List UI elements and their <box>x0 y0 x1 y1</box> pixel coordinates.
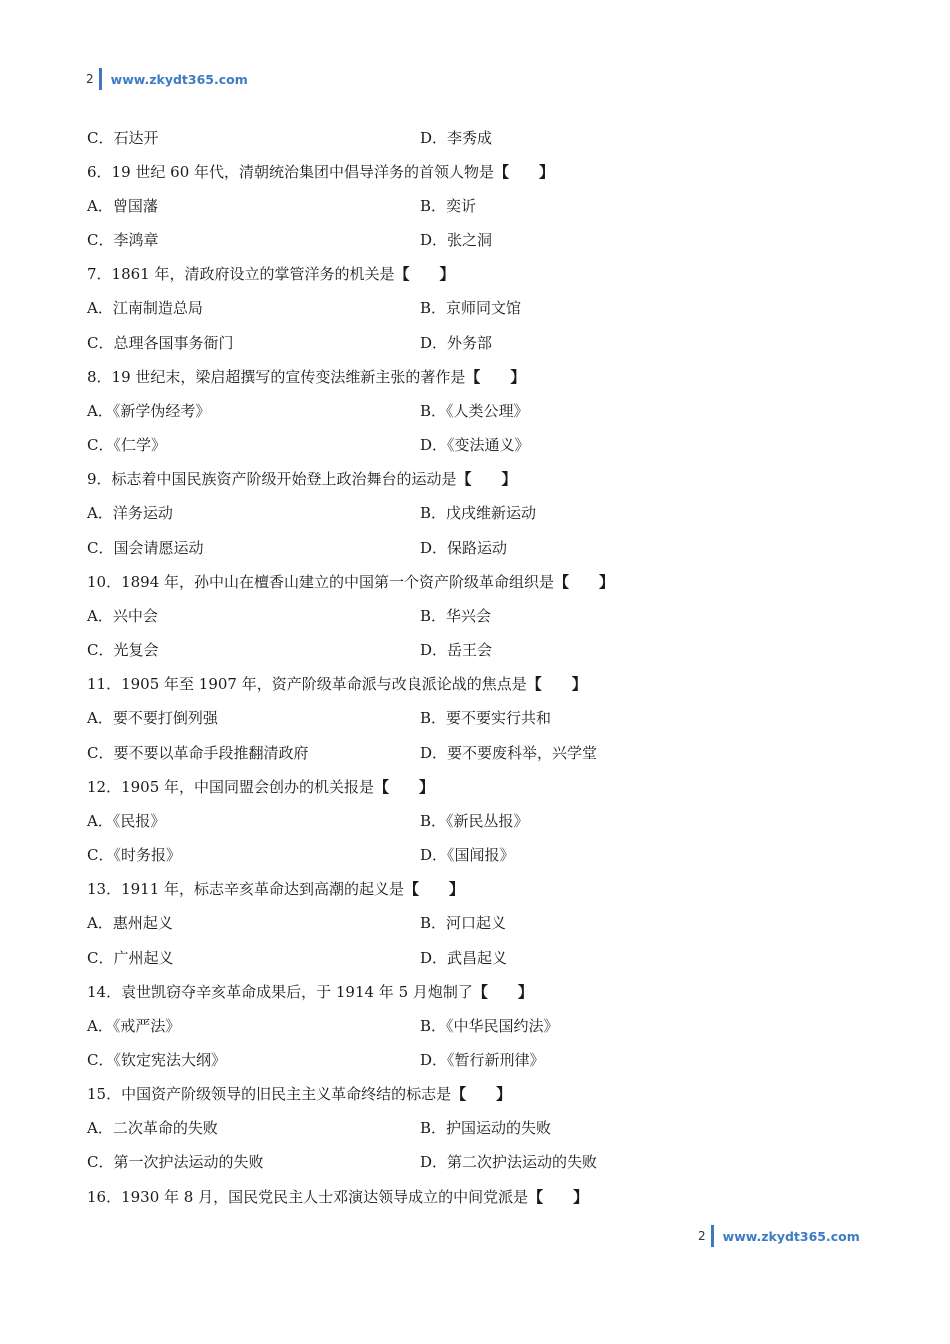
option-c-q13: C．广州起义 <box>87 949 174 967</box>
option-b-q6: B．奕䜣 <box>420 197 477 215</box>
answer-bracket: 【 】 <box>494 163 555 181</box>
question-16 <box>87 1185 588 1209</box>
option-d-q9: D．保路运动 <box>420 539 508 557</box>
option-a-q9: A．洋务运动 <box>87 504 173 522</box>
answer-bracket: 【 】 <box>554 573 615 591</box>
option-b-q8: B．《人类公理》 <box>420 402 529 420</box>
question-15-stem: 15．中国资产阶级领导的旧民主主义革命终结的标志是 <box>87 1085 452 1103</box>
option-c-q5: C．石达开 <box>87 129 159 147</box>
option-d-q15: D．第二次护法运动的失败 <box>420 1153 598 1171</box>
header-divider <box>99 68 102 90</box>
question-6-stem: 6．19 世纪 60 年代，清朝统治集团中倡导洋务的首领人物是 <box>87 163 495 181</box>
question-9-stem: 9．标志着中国民族资产阶级开始登上政治舞台的运动是 <box>87 470 457 488</box>
page-header <box>86 66 248 92</box>
option-d-q14: D．《暂行新刑律》 <box>420 1051 545 1069</box>
page-footer <box>698 1223 860 1249</box>
question-7-stem: 7．1861 年，清政府设立的掌管洋务的机关是 <box>87 265 395 283</box>
question-15 <box>87 1082 511 1106</box>
option-d-q7: D．外务部 <box>420 334 493 352</box>
question-13-stem: 13．1911 年，标志辛亥革命达到高潮的起义是 <box>87 880 405 898</box>
answer-bracket: 【 】 <box>374 778 435 796</box>
question-9 <box>87 467 517 491</box>
option-d-q13: D．武昌起义 <box>420 949 508 967</box>
option-a-q10: A．兴中会 <box>87 607 158 625</box>
footer-divider <box>711 1225 714 1247</box>
option-c-q7: C．总理各国事务衙门 <box>87 334 234 352</box>
question-16-stem: 16．1930 年 8 月，国民党民主人士邓演达领导成立的中间党派是 <box>87 1188 529 1206</box>
answer-bracket: 【 】 <box>528 1188 589 1206</box>
question-6 <box>87 160 554 184</box>
option-c-q9: C．国会请愿运动 <box>87 539 204 557</box>
question-11 <box>87 672 587 696</box>
option-c-q11: C．要不要以革命手段推翻清政府 <box>87 744 309 762</box>
answer-bracket: 【 】 <box>526 675 587 693</box>
question-8-stem: 8．19 世纪末，梁启超撰写的宣传变法维新主张的著作是 <box>87 368 466 386</box>
option-b-q7: B．京师同文馆 <box>420 299 522 317</box>
option-a-q7: A．江南制造总局 <box>87 299 203 317</box>
option-a-q15: A．二次革命的失败 <box>87 1119 218 1137</box>
option-c-q14: C．《钦定宪法大纲》 <box>87 1051 226 1069</box>
option-d-q12: D．《国闻报》 <box>420 846 515 864</box>
question-12 <box>87 775 434 799</box>
answer-bracket: 【 】 <box>472 983 533 1001</box>
option-b-q15: B．护国运动的失败 <box>420 1119 552 1137</box>
option-d-q5: D．李秀成 <box>420 129 493 147</box>
option-a-q13: A．惠州起义 <box>87 914 173 932</box>
option-b-q10: B．华兴会 <box>420 607 492 625</box>
option-b-q11: B．要不要实行共和 <box>420 709 552 727</box>
answer-bracket: 【 】 <box>465 368 526 386</box>
option-c-q12: C．《时务报》 <box>87 846 181 864</box>
option-c-q6: C．李鸿章 <box>87 231 159 249</box>
question-12-stem: 12．1905 年，中国同盟会创办的机关报是 <box>87 778 375 796</box>
question-14 <box>87 980 533 1004</box>
answer-bracket: 【 】 <box>456 470 517 488</box>
option-a-q6: A．曾国藩 <box>87 197 158 215</box>
answer-bracket: 【 】 <box>451 1085 512 1103</box>
question-11-stem: 11．1905 年至 1907 年，资产阶级革命派与改良派论战的焦点是 <box>87 675 527 693</box>
option-c-q15: C．第一次护法运动的失败 <box>87 1153 264 1171</box>
option-d-q10: D．岳王会 <box>420 641 493 659</box>
option-a-q11: A．要不要打倒列强 <box>87 709 218 727</box>
option-c-q10: C．光复会 <box>87 641 159 659</box>
header-site-link[interactable]: www.zkydt365.com <box>110 71 248 87</box>
option-a-q14: A．《戒严法》 <box>87 1017 181 1035</box>
option-b-q14: B．《中华民国约法》 <box>420 1017 559 1035</box>
footer-site-link[interactable]: www.zkydt365.com <box>722 1228 860 1244</box>
option-c-q8: C．《仁学》 <box>87 436 166 454</box>
question-10-stem: 10．1894 年，孙中山在檀香山建立的中国第一个资产阶级革命组织是 <box>87 573 555 591</box>
footer-page-number: 2 <box>698 1229 706 1243</box>
answer-bracket: 【 】 <box>404 880 465 898</box>
option-a-q8: A．《新学伪经考》 <box>87 402 211 420</box>
question-13 <box>87 877 464 901</box>
option-b-q9: B．戊戌维新运动 <box>420 504 537 522</box>
option-b-q13: B．河口起义 <box>420 914 507 932</box>
question-10 <box>87 570 614 594</box>
question-14-stem: 14．袁世凯窃夺辛亥革命成果后，于 1914 年 5 月炮制了 <box>87 983 473 1001</box>
answer-bracket: 【 】 <box>394 265 455 283</box>
option-b-q12: B．《新民丛报》 <box>420 812 529 830</box>
option-d-q8: D．《变法通义》 <box>420 436 530 454</box>
question-8 <box>87 365 525 389</box>
option-d-q11: D．要不要废科举，兴学堂 <box>420 744 598 762</box>
header-page-number: 2 <box>86 72 94 86</box>
question-7 <box>87 262 455 286</box>
option-d-q6: D．张之洞 <box>420 231 493 249</box>
option-a-q12: A．《民报》 <box>87 812 166 830</box>
